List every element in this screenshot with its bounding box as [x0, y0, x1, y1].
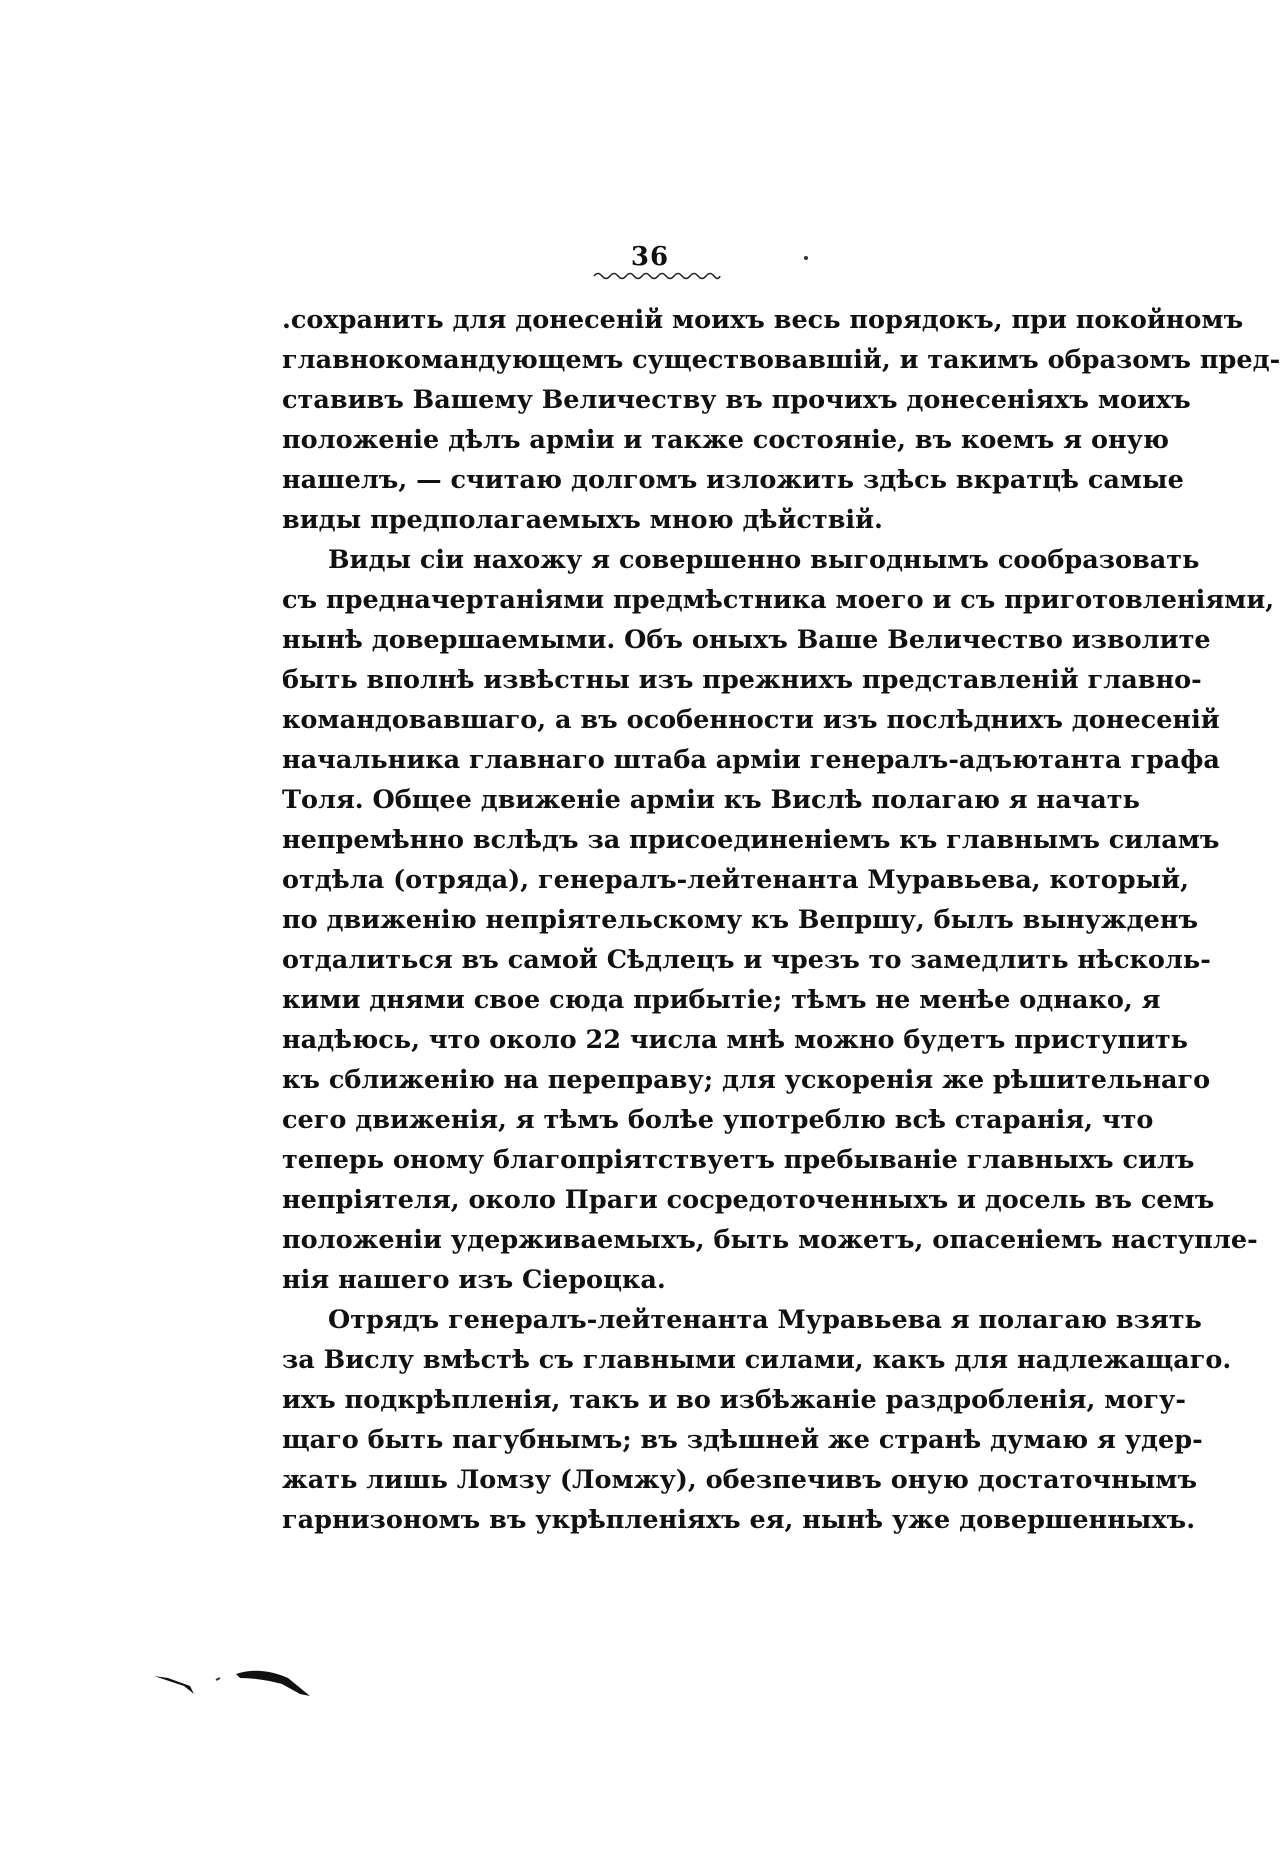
text-line: начальника главнаго штаба арміи генералъ-адъютанта графа: [282, 745, 1220, 775]
text-line: нашелъ, — считаю долгомъ изложить здѣсь вкратцѣ самые: [282, 465, 1184, 495]
text-line: къ сближенію на переправу; для ускоренія же рѣшительнаго: [282, 1065, 1211, 1095]
text-line: командовавшаго, а въ особенности изъ послѣднихъ донесеній: [282, 705, 1220, 735]
text-line: быть вполнѣ извѣстны изъ прежнихъ представленій главно-: [282, 665, 1202, 695]
text-line: съ предначертаніями предмѣстника моего и съ приготовленіями,: [282, 585, 1275, 615]
text-line: главнокомандующемъ существовавшій, и такимъ образомъ пред-: [282, 345, 1280, 375]
text-line: гарнизономъ въ укрѣпленіяхъ ея, нынѣ уже довершенныхъ.: [282, 1505, 1196, 1535]
wavy-rule-ornament: [592, 270, 722, 282]
ink-smudge-marks: [150, 1664, 320, 1704]
text-line: сего движенія, я тѣмъ болѣе употреблю всѣ старанія, что: [282, 1105, 1154, 1135]
text-line: нынѣ довершаемыми. Объ оныхъ Ваше Величество изволите: [282, 625, 1211, 655]
paragraph-1: [282, 300, 1280, 540]
text-line: .сохранить для донесеній моихъ весь порядокъ, при покойномъ: [282, 305, 1244, 335]
text-line: Толя. Общее движеніе арміи къ Вислѣ полагаю я начать: [282, 785, 1140, 815]
text-body: [282, 300, 1280, 1540]
text-line: кими днями свое сюда прибытіе; тѣмъ не менѣе однако, я: [282, 985, 1161, 1015]
text-line: надѣюсь, что около 22 числа мнѣ можно будетъ приступить: [282, 1025, 1188, 1055]
text-line: непріятеля, около Праги сосредоточенныхъ и досель въ семъ: [282, 1185, 1215, 1215]
stray-dot: [804, 256, 808, 260]
paragraph-2: [282, 540, 1275, 1300]
paragraph-3: [282, 1300, 1232, 1540]
text-line: нія нашего изъ Сіероцка.: [282, 1265, 666, 1295]
text-line: ихъ подкрѣпленія, такъ и во избѣжаніе раздробленія, могу-: [282, 1385, 1186, 1415]
text-line: непремѣнно вслѣдъ за присоединеніемъ къ главнымъ силамъ: [282, 825, 1220, 855]
text-line: положеніи удерживаемыхъ, быть можетъ, опасеніемъ наступле-: [282, 1225, 1258, 1255]
text-line: ставивъ Вашему Величеству въ прочихъ донесеніяхъ моихъ: [282, 385, 1191, 415]
text-line: виды предполагаемыхъ мною дѣйствій.: [282, 505, 883, 535]
text-line: за Вислу вмѣстѣ съ главными силами, какъ для надлежащаго.: [282, 1345, 1232, 1375]
text-line: щаго быть пагубнымъ; въ здѣшней же странѣ думаю я удер-: [282, 1425, 1203, 1455]
text-line: жать лишь Ломзу (Ломжу), обезпечивъ оную достаточнымъ: [282, 1465, 1198, 1495]
page-number: 36: [630, 242, 670, 272]
text-line: по движенію непріятельскому къ Вепршу, былъ вынужденъ: [282, 905, 1199, 935]
text-line: Виды сіи нахожу я совершенно выгоднымъ сообразовать: [328, 545, 1200, 575]
text-line: отдалиться въ самой Сѣдлецъ и чрезъ то замедлить нѣсколь-: [282, 945, 1211, 975]
text-line: отдѣла (отряда), генералъ-лейтенанта Муравьева, который,: [282, 865, 1189, 895]
text-line: Отрядъ генералъ-лейтенанта Муравьева я полагаю взять: [328, 1305, 1202, 1335]
text-line: положеніе дѣлъ арміи и также состояніе, въ коемъ я оную: [282, 425, 1170, 455]
text-line: теперь оному благопріятствуетъ пребываніе главныхъ силъ: [282, 1145, 1195, 1175]
